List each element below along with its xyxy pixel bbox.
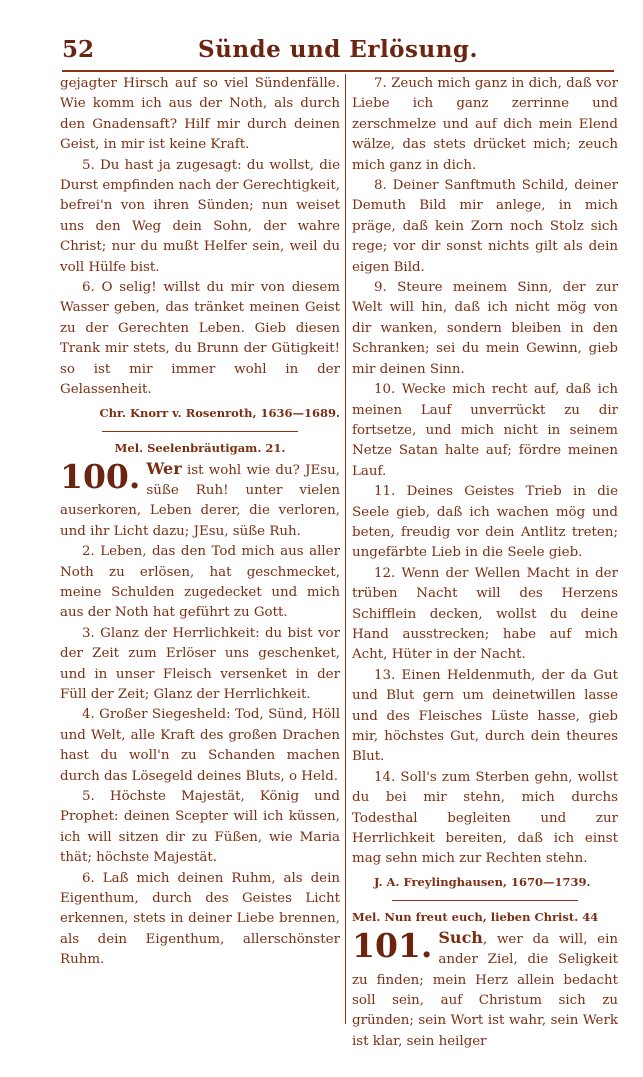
author-credit: J. A. Freylinghausen, 1670—1739. [374, 874, 591, 889]
melody-note: Mel. Nun freut euch, lieben Christ. 44 [352, 909, 599, 924]
section-separator [392, 900, 578, 901]
hymn-verse-7: 7. Zeuch mich ganz in dich, daß vor Liebe ich ganz zerrinne und zerschmelze und auf dich mein Elend wälze, das stets drücket mich; zeuch mich ganz in dich. [352, 76, 618, 173]
author-credit: Chr. Knorr v. Rosenroth, 1636—1689. [99, 405, 340, 420]
hymn-verse-1: ist wohl wie du? JEsu, süße Ruh! unter vielen auserkoren, Leben derer, die verloren, und ihr Licht dazu; JEsu, süße Ruh. [60, 462, 340, 539]
hymn-verse-8: 8. Deiner Sanftmuth Schild, deiner Demuth Bild mir anlege, in mich präge, daß kein Zorn noch Stolz sich rege; vor dir sonst nichts gilt als dein eigen Bild. [352, 178, 618, 275]
left-column [60, 74, 340, 971]
section-separator [102, 431, 298, 432]
column-divider [345, 74, 346, 1024]
hymn-verse-1: , wer da will, ein ander Ziel, die Seligkeit zu finden; mein Herz allein bedacht soll sein, auf Christum sich zu gründen; sein Wort ist wahr, sein Werk ist klar, sein heilger [352, 931, 618, 1049]
hymn-number: 101. [352, 925, 433, 965]
hymn-verse-14: 14. Soll's zum Sterben gehn, wollst du bei mir stehn, mich durchs Todesthal begleiten und zur Herrlichkeit bereiten, daß ich einst mag sehn mich zur Rechten stehn. [352, 769, 618, 867]
hymn-verse-11: 11. Deines Geistes Trieb in die Seele gieb, daß ich wachen mög und beten, freudig vor dein Antlitz treten; ungefärbte Lieb in die Seele gieb. [352, 484, 618, 561]
hymn-verse-13: 13. Einen Heldenmuth, der da Gut und Blut gern um deinetwillen lasse und des Fleisches Lüste hasse, gieb mir, höchstes Gut, durch dein theures Blut. [352, 667, 618, 765]
hymn-verse-5: 5. Höchste Majestät, König und Prophet: deinen Scepter will ich küssen, ich will sitzen dir zu Füßen, wie Maria thät; höchste Majestät. [60, 789, 340, 866]
verse-continuation: gejagter Hirsch auf so viel Sündenfälle. Wie komm ich aus der Noth, als durch den Gnadensaft? Hilf mir durch deinen Geist, in mir ist keine Kraft. [60, 76, 340, 153]
hymn-verse-12: 12. Wenn der Wellen Macht in der trüben Nacht will des Herzens Schifflein decken, wollst du deine Hand ausstrecken; habe auf mich Acht, Hüter in der Nacht. [352, 565, 618, 663]
verse-5: 5. Du hast ja zugesagt: du wollst, die Durst empfinden nach der Gerechtigkeit, befrei'n von ihren Sünden; nun weiset uns den Weg dein Sohn, der wahre Christ; nur du mußt Helfer sein, weil du voll Hülfe bist. [60, 157, 340, 275]
hymn-100 [60, 456, 340, 543]
melody-note: Mel. Seelenbräutigam. 21. [114, 440, 286, 455]
hymn-first-word: Wer [146, 458, 182, 478]
page-title: Sünde und Erlösung. [197, 36, 479, 63]
hymn-verse-10: 10. Wecke mich recht auf, daß ich meinen Lauf unverrückt zu dir fortsetze, und mich nicht in seinem Netze Satan halte auf; fördre meinen Lauf. [352, 382, 618, 479]
header-rule [62, 70, 614, 72]
right-column [352, 74, 618, 1052]
page-number: 52 [62, 36, 95, 63]
hymn-first-word: Such [438, 927, 483, 947]
hymn-verse-9: 9. Steure meinem Sinn, der zur Welt will hin, daß ich nicht mög von dir wanken, sondern bleiben in den Schranken; sei du mein Gewinn, gieb mir deinen Sinn. [352, 280, 618, 377]
hymn-verse-3: 3. Glanz der Herrlichkeit: du bist vor der Zeit zum Erlöser uns geschenket, und in unser Fleisch versenket in der Füll der Zeit; Glanz der Herrlichkeit. [60, 625, 340, 702]
hymn-verse-4: 4. Großer Siegesheld: Tod, Sünd, Höll und Welt, alle Kraft des großen Drachen hast du woll'n zu Schanden machen durch das Lösegeld deines Bluts, o Held. [60, 707, 340, 784]
hymn-101 [352, 925, 618, 1052]
hymn-verse-2: 2. Leben, das den Tod mich aus aller Noth zu erlösen, hat geschmecket, meine Schulden zugedecket und mich aus der Noth hat geführt zu Gott. [60, 544, 340, 621]
hymn-verse-6: 6. Laß mich deinen Ruhm, als dein Eigenthum, durch des Geistes Licht erkennen, stets in deiner Liebe brennen, als dein Eigenthum, allerschönster Ruhm. [60, 870, 340, 968]
hymn-number: 100. [60, 456, 141, 496]
page-header [62, 36, 614, 66]
verse-6: 6. O selig! willst du mir von diesem Wasser geben, das tränket meinen Geist zu der Gerechten Leben. Gieb diesen Trank mir stets, du Brunn der Gütigkeit! so ist mir immer wohl in der Gelassenheit. [60, 280, 340, 398]
